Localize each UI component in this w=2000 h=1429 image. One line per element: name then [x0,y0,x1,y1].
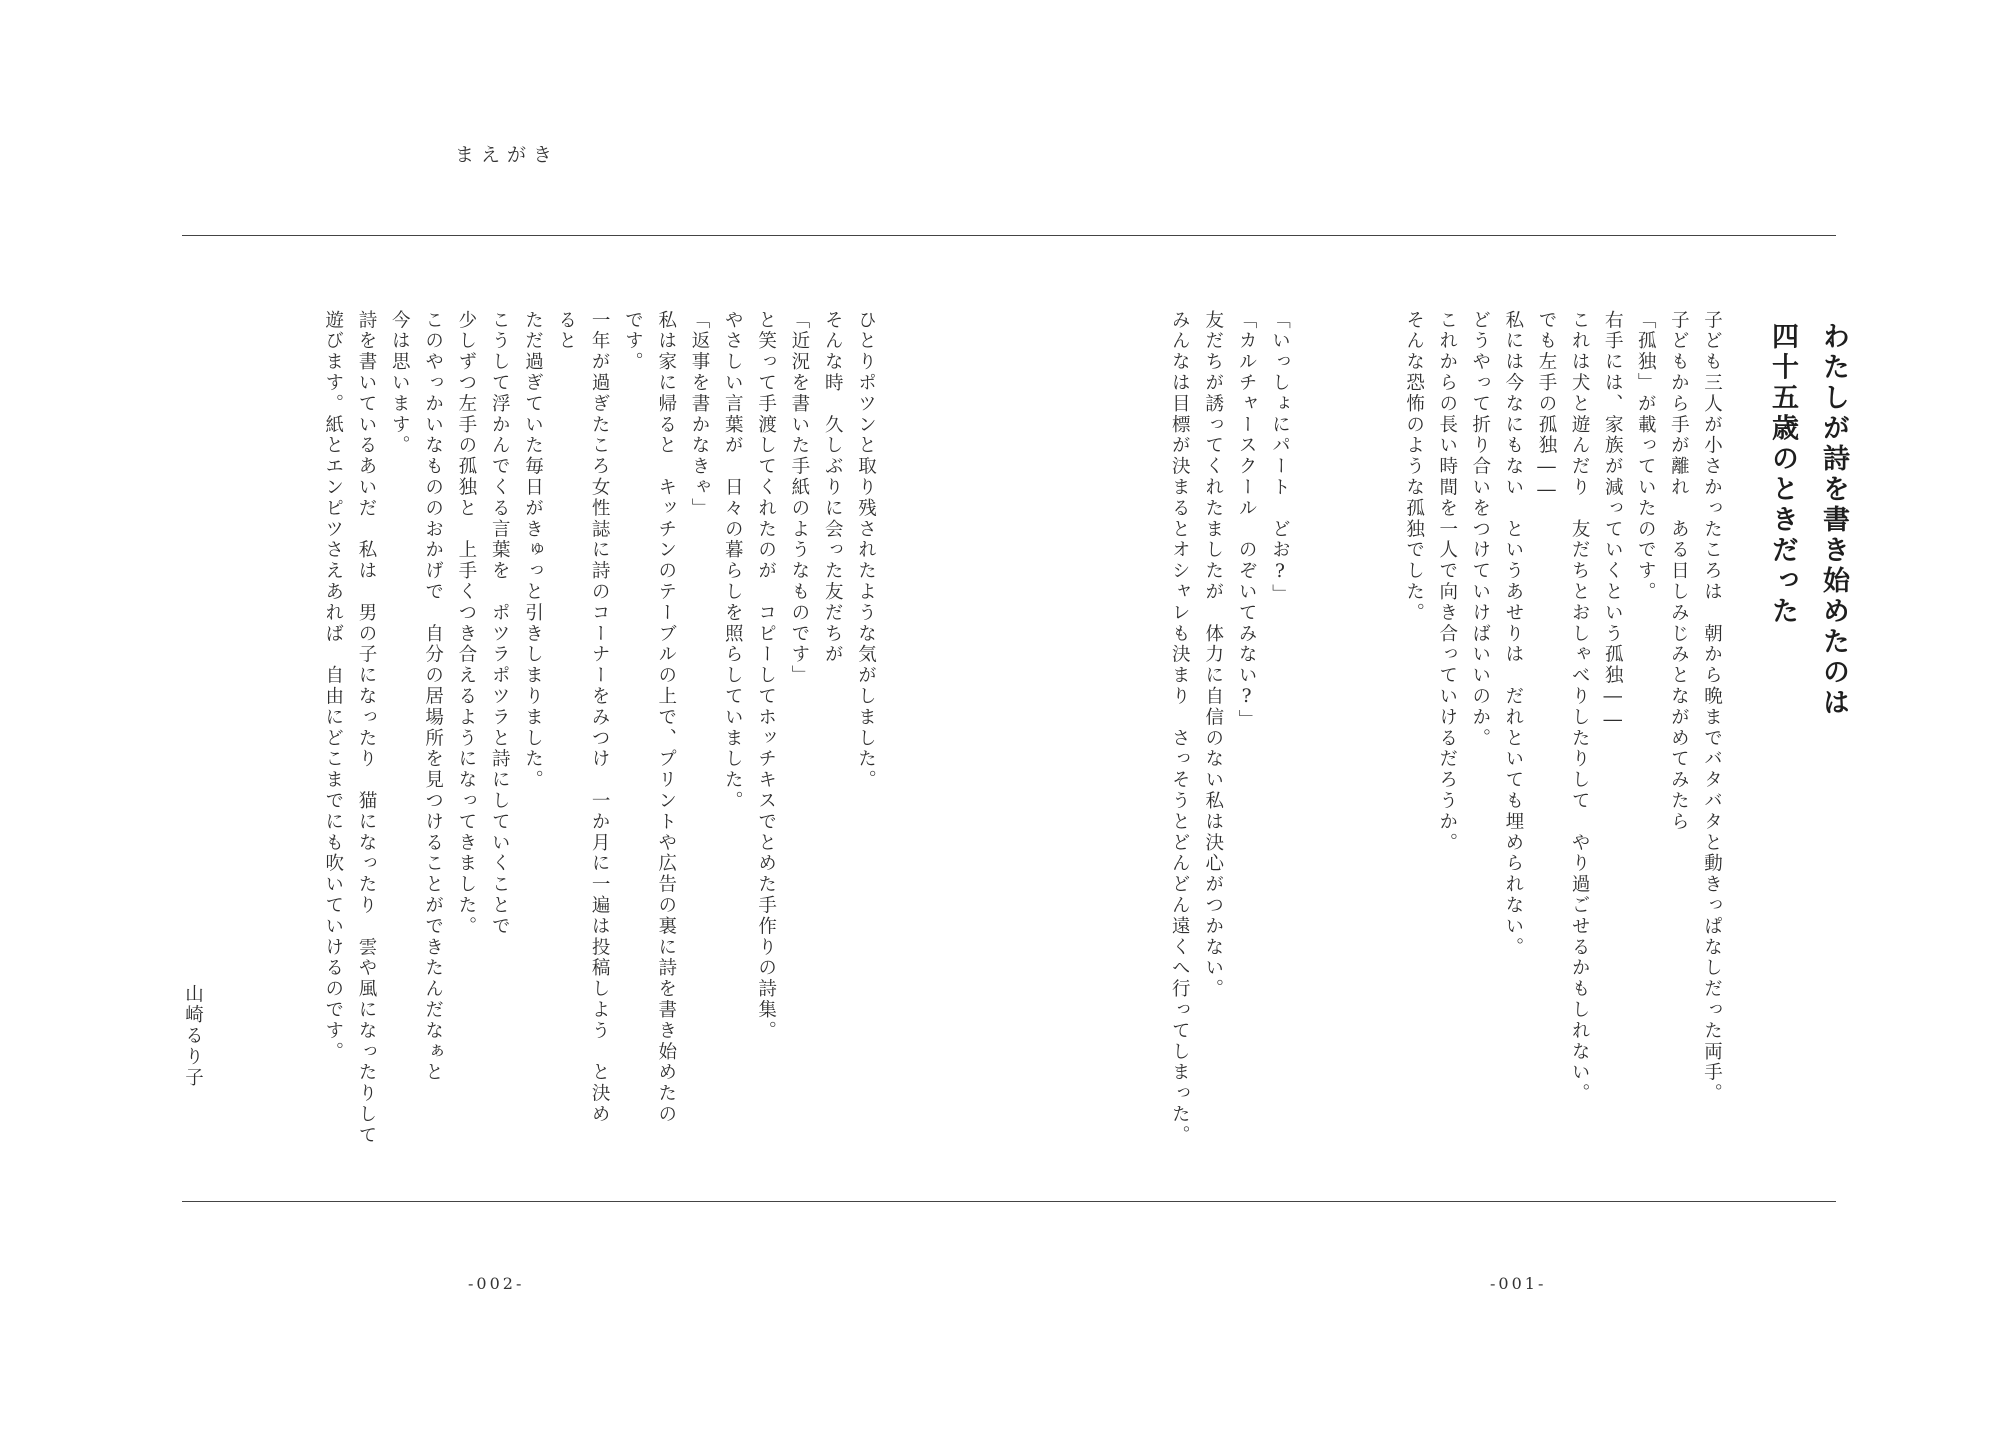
left-body-line: ると [555,310,577,352]
stanza1-line: これは犬と遊んだり 友だちとおしゃべりしたりして やり過ごせるかもしれない。 [1569,310,1591,1105]
stanza1-line: でも左手の孤独―― [1536,310,1557,504]
stanza1-line: 右手には、家族が減っていくという孤独―― [1602,310,1624,733]
stanza1-line: 子ども三人が小さかったころは 朝から晩までバタバタと動きっぱなしだった両手。 [1701,310,1723,1105]
stanza1-line: 「孤独」が載っていたのです。 [1635,310,1657,603]
top-rule [182,235,1836,236]
stanza1-line: 子どもから手が離れ ある日しみじみとながめてみたら [1668,310,1690,833]
chapter-title-line-1: わたしが詩を書き始めたのは [1818,322,1849,719]
stanza2-line: 「いっしょにパート どお?」 [1269,310,1291,606]
stanza1-line: そんな恐怖のような孤独でした。 [1403,310,1425,624]
left-body-line: 一年が過ぎたころ女性誌に詩のコーナーをみつけ 一か月に一遍は投稿しよう と決め [589,310,611,1126]
stanza1-line: どうやって折り合いをつけていけばいいのか。 [1469,310,1491,749]
stanza2-line: 友だちが誘ってくれたましたが 体力に自信のない私は決心がつかない。 [1202,310,1224,1000]
left-body-line: ただ過ぎていた毎日がきゅっと引きしまりました。 [522,310,544,791]
page-number-left: -002- [468,1274,525,1293]
left-body-line: このやっかいなもののおかげで 自分の居場所を見つけることができたんだなぁと [422,310,444,1084]
left-body-line: こうして浮かんでくる言葉を ポツラポツラと詩にしていくことで [489,310,511,937]
stanza1-line: これからの長い時間を一人で向き合っていけるだろうか。 [1436,310,1458,854]
stanza2-line: みんなは目標が決まるとオシャレも決まり さっそうとどんどん遠くへ行ってしまった。 [1169,310,1191,1146]
left-body-line: 「返事を書かなきゃ」 [689,310,710,519]
left-body-line: そんな時 久しぶりに会った友だちが [822,310,844,666]
left-body-line: 詩を書いているあいだ 私は 男の子になったり 猫になったり 雲や風になったりして [356,310,377,1146]
left-body-line: と笑って手渡してくれたのが コピーしてホッチキスでとめた手作りの詩集。 [755,310,777,1042]
author-signature: 山崎るり子 [182,984,204,1089]
stanza1-line: 私には今なにもない というあせりは だれといても埋められない。 [1502,310,1524,958]
left-body-line: です。 [622,310,644,373]
left-body-line: ひとりポツンと取り残されたような気がしました。 [855,310,877,791]
running-head: まえがき [455,144,560,166]
left-body-line: やさしい言葉が 日々の暮らしを照らしていました。 [722,310,744,812]
left-body-line: 今は思います。 [389,310,411,457]
page-number-right: -001- [1490,1274,1547,1293]
left-body-line: 少しずつ左手の孤独と 上手くつき合えるようになってきました。 [455,310,477,937]
left-body-line: 「近況を書いた手紙のようなものです」 [788,310,810,687]
stanza2-line: 「カルチャースクール のぞいてみない?」 [1236,310,1258,731]
left-body-line: 私は家に帰ると キッチンのテーブルの上で、プリントや広告の裏に詩を書き始めたの [655,310,677,1126]
bottom-rule [182,1201,1836,1202]
chapter-title-line-2: 四十五歳のときだった [1767,322,1798,627]
left-body-line: 遊びます。紙とエンピツさえあれば 自由にどこまでにも吹いていけるのです。 [322,310,344,1063]
